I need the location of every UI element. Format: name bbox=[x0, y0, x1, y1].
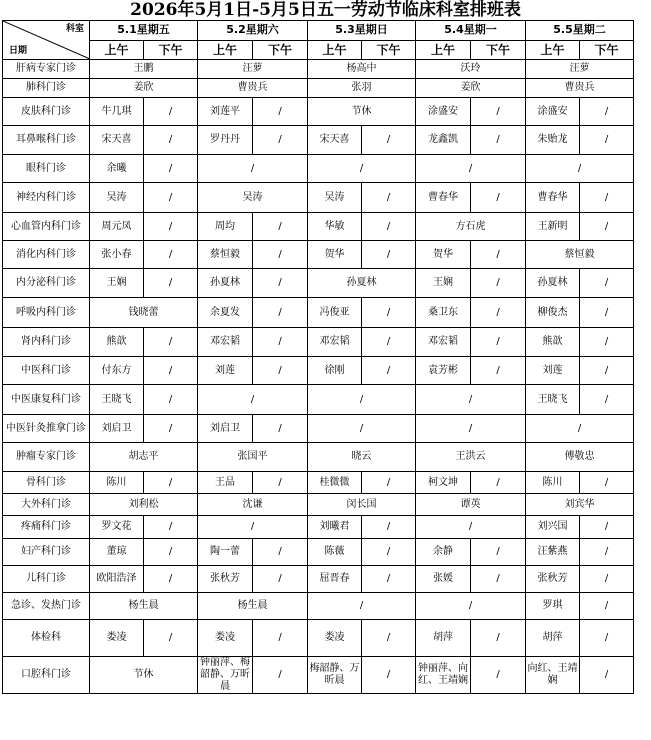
schedule-cell: 牛几琪 bbox=[90, 98, 144, 126]
date-header: 5.2星期六 bbox=[198, 21, 308, 41]
am-header: 上午 bbox=[90, 40, 144, 60]
dept-name: 中医科门诊 bbox=[3, 357, 90, 385]
dept-name: 耳鼻喉科门诊 bbox=[3, 126, 90, 155]
schedule-cell: 胡萍 bbox=[416, 620, 471, 657]
schedule-cell: 邓宏韬 bbox=[308, 328, 362, 357]
schedule-cell: 钟丽萍、向红、王靖娴 bbox=[416, 657, 471, 694]
schedule-cell: 刘莲平 bbox=[198, 98, 253, 126]
schedule-cell: / bbox=[580, 98, 634, 126]
date-header: 5.1星期五 bbox=[90, 21, 198, 41]
schedule-cell: 汪萝 bbox=[526, 60, 634, 79]
schedule-cell: / bbox=[253, 657, 308, 694]
schedule-cell: / bbox=[362, 657, 416, 694]
schedule-cell: / bbox=[144, 98, 198, 126]
schedule-cell: 娄凌 bbox=[198, 620, 253, 657]
dept-name: 肝病专家门诊 bbox=[3, 60, 90, 79]
schedule-cell: / bbox=[471, 126, 526, 155]
schedule-cell: 张秋芳 bbox=[526, 566, 580, 593]
schedule-cell: / bbox=[362, 539, 416, 566]
table-row bbox=[3, 593, 634, 620]
schedule-cell: / bbox=[253, 415, 308, 443]
schedule-cell: / bbox=[144, 566, 198, 593]
dept-name: 妇产科门诊 bbox=[3, 539, 90, 566]
schedule-cell: / bbox=[144, 620, 198, 657]
schedule-cell: / bbox=[144, 385, 198, 415]
schedule-cell: 余夏发 bbox=[198, 298, 253, 328]
schedule-cell: 华敏 bbox=[308, 213, 362, 241]
schedule-cell: 陈川 bbox=[90, 472, 144, 494]
schedule-cell: / bbox=[144, 155, 198, 183]
table-row bbox=[3, 79, 634, 98]
schedule-cell: 傅敬忠 bbox=[526, 443, 634, 472]
schedule-cell: / bbox=[362, 516, 416, 539]
table-row bbox=[3, 472, 634, 494]
schedule-cell: 曹贵兵 bbox=[526, 79, 634, 98]
schedule-cell: 节休 bbox=[308, 98, 416, 126]
schedule-cell: / bbox=[471, 472, 526, 494]
dept-name: 大外科门诊 bbox=[3, 494, 90, 516]
schedule-cell: / bbox=[580, 566, 634, 593]
schedule-cell: / bbox=[198, 385, 308, 415]
schedule-cell: / bbox=[471, 241, 526, 269]
schedule-cell: / bbox=[253, 566, 308, 593]
table-row bbox=[3, 126, 634, 155]
schedule-cell: / bbox=[580, 516, 634, 539]
table-row bbox=[3, 516, 634, 539]
schedule-cell: 余静 bbox=[416, 539, 471, 566]
schedule-cell: / bbox=[362, 328, 416, 357]
schedule-cell: / bbox=[362, 472, 416, 494]
schedule-cell: / bbox=[362, 213, 416, 241]
schedule-cell: 曹贵兵 bbox=[198, 79, 308, 98]
schedule-cell: 董琼 bbox=[90, 539, 144, 566]
dept-name: 眼科门诊 bbox=[3, 155, 90, 183]
schedule-cell: 罗丹丹 bbox=[198, 126, 253, 155]
schedule-cell: 柳俊杰 bbox=[526, 298, 580, 328]
schedule-cell: 刘兴国 bbox=[526, 516, 580, 539]
schedule-cell: / bbox=[416, 415, 526, 443]
corner-date-label: 日期 bbox=[9, 46, 28, 56]
schedule-cell: / bbox=[198, 155, 308, 183]
schedule-cell: 张小春 bbox=[90, 241, 144, 269]
table-row bbox=[3, 269, 634, 298]
schedule-cell: 胡萍 bbox=[526, 620, 580, 657]
schedule-cell: 孙夏林 bbox=[198, 269, 253, 298]
pm-header: 下午 bbox=[144, 40, 198, 60]
corner-dept-label: 科室 bbox=[65, 24, 84, 34]
schedule-cell: 邓宏韬 bbox=[416, 328, 471, 357]
schedule-table bbox=[2, 20, 634, 694]
schedule-cell: / bbox=[253, 357, 308, 385]
schedule-cell: / bbox=[580, 126, 634, 155]
schedule-cell: 贺华 bbox=[308, 241, 362, 269]
schedule-cell: 龙鑫凯 bbox=[416, 126, 471, 155]
schedule-cell: / bbox=[144, 415, 198, 443]
schedule-cell: 罗琪 bbox=[526, 593, 580, 620]
schedule-cell: 姜欣 bbox=[416, 79, 526, 98]
schedule-cell: 余曦 bbox=[90, 155, 144, 183]
schedule-cell: 王品 bbox=[198, 472, 253, 494]
schedule-cell: / bbox=[416, 155, 526, 183]
corner-cell bbox=[3, 21, 90, 60]
schedule-cell: / bbox=[471, 328, 526, 357]
schedule-cell: 杨生晨 bbox=[198, 593, 308, 620]
schedule-cell: 方石虎 bbox=[416, 213, 526, 241]
pm-header: 下午 bbox=[471, 40, 526, 60]
schedule-cell: 汪紫燕 bbox=[526, 539, 580, 566]
schedule-cell: / bbox=[144, 328, 198, 357]
table-row bbox=[3, 213, 634, 241]
schedule-cell: / bbox=[580, 269, 634, 298]
schedule-cell: / bbox=[526, 155, 634, 183]
table-row bbox=[3, 60, 634, 79]
schedule-cell: / bbox=[144, 126, 198, 155]
schedule-cell: / bbox=[471, 657, 526, 694]
schedule-cell: / bbox=[362, 298, 416, 328]
dept-name: 口腔科门诊 bbox=[3, 657, 90, 694]
schedule-cell: 桂微微 bbox=[308, 472, 362, 494]
schedule-cell: 沈谦 bbox=[198, 494, 308, 516]
schedule-cell: / bbox=[144, 357, 198, 385]
dept-name: 体检科 bbox=[3, 620, 90, 657]
am-header: 上午 bbox=[198, 40, 253, 60]
schedule-cell: 孙夏林 bbox=[308, 269, 416, 298]
schedule-cell: 王新明 bbox=[526, 213, 580, 241]
table-row bbox=[3, 155, 634, 183]
schedule-cell: / bbox=[144, 183, 198, 213]
schedule-cell: 罗文花 bbox=[90, 516, 144, 539]
page-title: 2026年5月1日-5月5日五一劳动节临床科室排班表 bbox=[130, 0, 521, 20]
table-row bbox=[3, 298, 634, 328]
dept-name: 肾内科门诊 bbox=[3, 328, 90, 357]
am-header: 上午 bbox=[308, 40, 362, 60]
schedule-cell: / bbox=[253, 98, 308, 126]
table-row bbox=[3, 657, 634, 694]
schedule-cell: 陈薇 bbox=[308, 539, 362, 566]
pm-header: 下午 bbox=[253, 40, 308, 60]
schedule-cell: 张秋芳 bbox=[198, 566, 253, 593]
schedule-cell: 节休 bbox=[90, 657, 198, 694]
schedule-cell: 刘莲 bbox=[198, 357, 253, 385]
schedule-cell: / bbox=[580, 183, 634, 213]
schedule-cell: 王鹏 bbox=[90, 60, 198, 79]
dept-name: 儿科门诊 bbox=[3, 566, 90, 593]
schedule-cell: 吴涛 bbox=[198, 183, 308, 213]
schedule-cell: 蔡恒毅 bbox=[526, 241, 634, 269]
schedule-cell: / bbox=[416, 593, 526, 620]
schedule-cell: / bbox=[198, 516, 308, 539]
schedule-cell: / bbox=[580, 298, 634, 328]
schedule-cell: 沃玲 bbox=[416, 60, 526, 79]
ampm-header-row bbox=[3, 40, 634, 60]
date-header: 5.4星期一 bbox=[416, 21, 526, 41]
schedule-cell: 屈晋春 bbox=[308, 566, 362, 593]
schedule-cell: / bbox=[471, 566, 526, 593]
schedule-cell: 付东方 bbox=[90, 357, 144, 385]
table-row bbox=[3, 183, 634, 213]
schedule-cell: / bbox=[253, 298, 308, 328]
schedule-cell: / bbox=[471, 357, 526, 385]
table-row bbox=[3, 385, 634, 415]
schedule-cell: / bbox=[308, 385, 416, 415]
schedule-cell: 曹春华 bbox=[416, 183, 471, 213]
schedule-cell: / bbox=[580, 213, 634, 241]
schedule-cell: / bbox=[253, 539, 308, 566]
schedule-cell: / bbox=[580, 593, 634, 620]
schedule-cell: / bbox=[253, 620, 308, 657]
schedule-cell: / bbox=[416, 385, 526, 415]
schedule-cell: 张国平 bbox=[198, 443, 308, 472]
schedule-cell: 曹春华 bbox=[526, 183, 580, 213]
schedule-cell: 杨高中 bbox=[308, 60, 416, 79]
dept-name: 疼痛科门诊 bbox=[3, 516, 90, 539]
schedule-cell: / bbox=[416, 516, 526, 539]
schedule-cell: / bbox=[362, 566, 416, 593]
schedule-cell: 熊歆 bbox=[526, 328, 580, 357]
schedule-cell: 陶一蕾 bbox=[198, 539, 253, 566]
schedule-cell: 晓云 bbox=[308, 443, 416, 472]
schedule-cell: 闵长国 bbox=[308, 494, 416, 516]
schedule-cell: / bbox=[580, 657, 634, 694]
am-header: 上午 bbox=[416, 40, 471, 60]
schedule-cell: 刘宾华 bbox=[526, 494, 634, 516]
schedule-cell: 娄凌 bbox=[308, 620, 362, 657]
schedule-cell: 钱晓蕾 bbox=[90, 298, 198, 328]
schedule-cell: 王洪云 bbox=[416, 443, 526, 472]
schedule-cell: 陈川 bbox=[526, 472, 580, 494]
schedule-cell: / bbox=[362, 357, 416, 385]
schedule-cell: 邓宏韬 bbox=[198, 328, 253, 357]
schedule-cell: 熊歆 bbox=[90, 328, 144, 357]
table-row bbox=[3, 620, 634, 657]
schedule-cell: 袁芳彬 bbox=[416, 357, 471, 385]
pm-header: 下午 bbox=[580, 40, 634, 60]
schedule-cell: 钟丽萍、梅韶静、万昕晨 bbox=[198, 657, 253, 694]
schedule-cell: 宋天喜 bbox=[90, 126, 144, 155]
table-row bbox=[3, 443, 634, 472]
schedule-cell: / bbox=[471, 183, 526, 213]
schedule-cell: / bbox=[471, 98, 526, 126]
schedule-cell: 欧阳浩泽 bbox=[90, 566, 144, 593]
schedule-cell: 姜欣 bbox=[90, 79, 198, 98]
schedule-cell: 柯文坤 bbox=[416, 472, 471, 494]
schedule-cell: 胡志平 bbox=[90, 443, 198, 472]
schedule-cell: / bbox=[144, 472, 198, 494]
schedule-cell: / bbox=[253, 241, 308, 269]
schedule-cell: 朱贻龙 bbox=[526, 126, 580, 155]
table-row bbox=[3, 98, 634, 126]
dept-name: 骨科门诊 bbox=[3, 472, 90, 494]
schedule-cell: / bbox=[580, 328, 634, 357]
schedule-cell: 王娴 bbox=[416, 269, 471, 298]
schedule-cell: / bbox=[253, 126, 308, 155]
schedule-cell: / bbox=[308, 593, 416, 620]
schedule-cell: 徐刚 bbox=[308, 357, 362, 385]
dept-name: 皮肤科门诊 bbox=[3, 98, 90, 126]
dept-name: 急诊、发热门诊 bbox=[3, 593, 90, 620]
table-row bbox=[3, 539, 634, 566]
schedule-cell: / bbox=[144, 213, 198, 241]
schedule-cell: 杨生晨 bbox=[90, 593, 198, 620]
schedule-cell: 刘利松 bbox=[90, 494, 198, 516]
schedule-cell: 桑卫东 bbox=[416, 298, 471, 328]
schedule-cell: / bbox=[362, 620, 416, 657]
schedule-cell: 汪萝 bbox=[198, 60, 308, 79]
schedule-cell: 贺华 bbox=[416, 241, 471, 269]
pm-header: 下午 bbox=[362, 40, 416, 60]
schedule-cell: / bbox=[144, 539, 198, 566]
schedule-cell: 王晓飞 bbox=[90, 385, 144, 415]
schedule-cell: 宋天喜 bbox=[308, 126, 362, 155]
schedule-cell: / bbox=[580, 472, 634, 494]
am-header: 上午 bbox=[526, 40, 580, 60]
schedule-cell: / bbox=[471, 620, 526, 657]
dept-name: 肺科门诊 bbox=[3, 79, 90, 98]
schedule-cell: 王晓飞 bbox=[526, 385, 580, 415]
schedule-cell: 孙夏林 bbox=[526, 269, 580, 298]
schedule-cell: 梅韶静、万昕晨 bbox=[308, 657, 362, 694]
schedule-cell: 吴涛 bbox=[308, 183, 362, 213]
date-header-row bbox=[3, 21, 634, 41]
dept-name: 肿瘤专家门诊 bbox=[3, 443, 90, 472]
table-row bbox=[3, 494, 634, 516]
schedule-cell: 吴涛 bbox=[90, 183, 144, 213]
dept-name: 神经内科门诊 bbox=[3, 183, 90, 213]
table-row bbox=[3, 566, 634, 593]
dept-name: 中医康复科门诊 bbox=[3, 385, 90, 415]
table-row bbox=[3, 357, 634, 385]
date-header: 5.5星期二 bbox=[526, 21, 634, 41]
dept-name: 中医针灸推拿门诊 bbox=[3, 415, 90, 443]
schedule-cell: / bbox=[580, 385, 634, 415]
dept-name: 消化内科门诊 bbox=[3, 241, 90, 269]
schedule-cell: / bbox=[362, 126, 416, 155]
schedule-cell: / bbox=[144, 269, 198, 298]
schedule-cell: 刘莲 bbox=[526, 357, 580, 385]
schedule-cell: 谭英 bbox=[416, 494, 526, 516]
schedule-cell: / bbox=[253, 269, 308, 298]
schedule-cell: 冯俊亚 bbox=[308, 298, 362, 328]
table-row bbox=[3, 415, 634, 443]
schedule-cell: / bbox=[253, 472, 308, 494]
schedule-cell: / bbox=[471, 539, 526, 566]
schedule-cell: 蔡恒毅 bbox=[198, 241, 253, 269]
schedule-cell: / bbox=[580, 357, 634, 385]
schedule-cell: / bbox=[308, 155, 416, 183]
schedule-cell: / bbox=[471, 269, 526, 298]
schedule-cell: / bbox=[471, 298, 526, 328]
schedule-cell: / bbox=[144, 241, 198, 269]
schedule-cell: / bbox=[308, 415, 416, 443]
schedule-cell: / bbox=[362, 183, 416, 213]
schedule-cell: 刘曦君 bbox=[308, 516, 362, 539]
dept-name: 心血管内科门诊 bbox=[3, 213, 90, 241]
schedule-cell: / bbox=[526, 415, 634, 443]
schedule-cell: 涂盛安 bbox=[416, 98, 471, 126]
schedule-cell: 娄凌 bbox=[90, 620, 144, 657]
date-header: 5.3星期日 bbox=[308, 21, 416, 41]
schedule-cell: 向红、王靖娴 bbox=[526, 657, 580, 694]
dept-name: 内分泌科门诊 bbox=[3, 269, 90, 298]
schedule-cell: / bbox=[580, 539, 634, 566]
schedule-cell: / bbox=[362, 241, 416, 269]
table-row bbox=[3, 241, 634, 269]
schedule-cell: 刘启卫 bbox=[90, 415, 144, 443]
schedule-cell: 周元凤 bbox=[90, 213, 144, 241]
schedule-cell: 涂盛安 bbox=[526, 98, 580, 126]
schedule-cell: / bbox=[580, 620, 634, 657]
schedule-cell: 张羽 bbox=[308, 79, 416, 98]
schedule-cell: / bbox=[253, 213, 308, 241]
schedule-cell: / bbox=[144, 516, 198, 539]
table-row bbox=[3, 328, 634, 357]
schedule-cell: 周均 bbox=[198, 213, 253, 241]
dept-name: 呼吸内科门诊 bbox=[3, 298, 90, 328]
schedule-cell: 王娴 bbox=[90, 269, 144, 298]
schedule-cell: 张媛 bbox=[416, 566, 471, 593]
schedule-cell: / bbox=[253, 328, 308, 357]
schedule-cell: 刘启卫 bbox=[198, 415, 253, 443]
